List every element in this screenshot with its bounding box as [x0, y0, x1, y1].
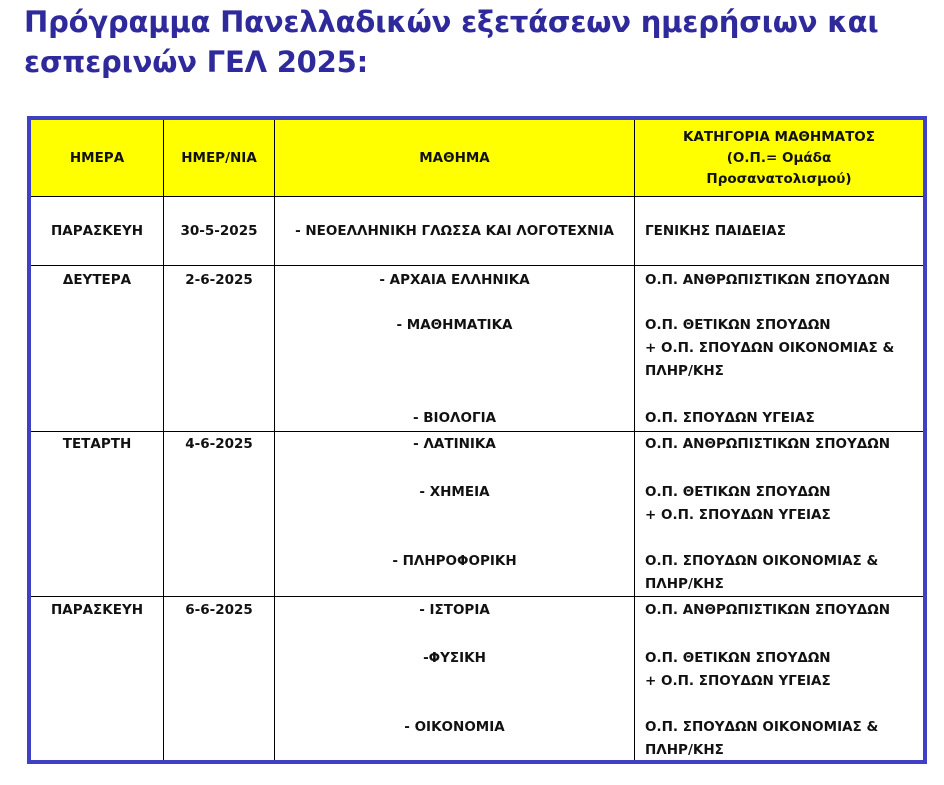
- row-2-subject-1: - ΑΡΧΑΙΑ ΕΛΛΗΝΙΚΑ: [379, 272, 530, 288]
- row-1-category-1: ΓΕΝΙΚΗΣ ΠΑΙΔΕΙΑΣ: [645, 223, 786, 239]
- page-title: [24, 2, 924, 82]
- row-4-subject-1: - ΙΣΤΟΡΙΑ: [419, 602, 490, 618]
- column-divider: [634, 120, 635, 760]
- row-4-subject-2: -ΦΥΣΙΚΗ: [423, 650, 486, 666]
- row-2-category-3: Ο.Π. ΣΠΟΥΔΩΝ ΥΓΕΙΑΣ: [645, 410, 815, 426]
- row-1-subject-1: - ΝΕΟΕΛΛΗΝΙΚΗ ΓΛΩΣΣΑ ΚΑΙ ΛΟΓΟΤΕΧΝΙΑ: [295, 223, 614, 239]
- header-category: [635, 122, 923, 194]
- row-2-date: 2-6-2025: [185, 272, 253, 288]
- row-divider: [31, 265, 923, 266]
- row-divider: [31, 196, 923, 197]
- row-3-subject-3: - ΠΛΗΡΟΦΟΡΙΚΗ: [392, 553, 517, 569]
- row-2-subject-3: - ΒΙΟΛΟΓΙΑ: [412, 410, 497, 426]
- row-4-category-2-line-1: Ο.Π. ΘΕΤΙΚΩΝ ΣΠΟΥΔΩΝ: [645, 650, 831, 666]
- row-2-category-2-line-1: Ο.Π. ΘΕΤΙΚΩΝ ΣΠΟΥΔΩΝ: [645, 317, 831, 333]
- header-subject: ΜΑΘΗΜΑ: [419, 149, 490, 166]
- row-4-day: ΠΑΡΑΣΚΕΥΗ: [50, 602, 144, 618]
- row-3-category-2-line-1: Ο.Π. ΘΕΤΙΚΩΝ ΣΠΟΥΔΩΝ: [645, 484, 831, 500]
- row-2-subject-2: - ΜΑΘΗΜΑΤΙΚΑ: [396, 317, 513, 333]
- header-category-line-3: Προσανατολισμού): [706, 170, 852, 187]
- row-2-category-2-line-2: + Ο.Π. ΣΠΟΥΔΩΝ ΟΙΚΟΝΟΜΙΑΣ &: [645, 340, 895, 356]
- row-2-day: ΔΕΥΤΕΡΑ: [62, 272, 132, 288]
- row-3-category-3-line-2: ΠΛΗΡ/ΚΗΣ: [645, 576, 724, 592]
- row-divider: [31, 431, 923, 432]
- row-2-category-1: Ο.Π. ΑΝΘΡΩΠΙΣΤΙΚΩΝ ΣΠΟΥΔΩΝ: [645, 272, 891, 288]
- row-4-category-3-line-1: Ο.Π. ΣΠΟΥΔΩΝ ΟΙΚΟΝΟΜΙΑΣ &: [645, 719, 879, 735]
- row-4-category-3-line-2: ΠΛΗΡ/ΚΗΣ: [645, 742, 724, 758]
- row-3-day: ΤΕΤΑΡΤΗ: [62, 436, 132, 452]
- row-divider: [31, 596, 923, 597]
- row-4-date: 6-6-2025: [185, 602, 253, 618]
- row-4-category-1: Ο.Π. ΑΝΘΡΩΠΙΣΤΙΚΩΝ ΣΠΟΥΔΩΝ: [645, 602, 891, 618]
- page-title-line-1: Πρόγραμμα Πανελλαδικών εξετάσεων ημερήσιων και: [24, 5, 879, 39]
- header-category-line-2: (Ο.Π.= Ομάδα: [726, 149, 832, 166]
- row-2-category-2-line-3: ΠΛΗΡ/ΚΗΣ: [645, 363, 724, 379]
- row-1-date: 30-5-2025: [180, 223, 258, 239]
- row-4-subject-3: - ΟΙΚΟΝΟΜΙΑ: [404, 719, 505, 735]
- header-day: ΗΜΕΡΑ: [69, 149, 125, 166]
- row-3-date: 4-6-2025: [185, 436, 253, 452]
- row-1-day: ΠΑΡΑΣΚΕΥΗ: [50, 223, 144, 239]
- row-3-category-3-line-1: Ο.Π. ΣΠΟΥΔΩΝ ΟΙΚΟΝΟΜΙΑΣ &: [645, 553, 879, 569]
- page-title-line-2: εσπερινών ΓΕΛ 2025:: [24, 45, 369, 79]
- header-date: ΗΜΕΡ/ΝΙΑ: [181, 149, 257, 166]
- row-3-subject-2: - ΧΗΜΕΙΑ: [419, 484, 490, 500]
- exam-schedule-table: [27, 116, 927, 764]
- row-3-category-1: Ο.Π. ΑΝΘΡΩΠΙΣΤΙΚΩΝ ΣΠΟΥΔΩΝ: [645, 436, 891, 452]
- row-3-category-2-line-2: + Ο.Π. ΣΠΟΥΔΩΝ ΥΓΕΙΑΣ: [645, 507, 831, 523]
- row-4-category-2-line-2: + Ο.Π. ΣΠΟΥΔΩΝ ΥΓΕΙΑΣ: [645, 673, 831, 689]
- row-3-subject-1: - ΛΑΤΙΝΙΚΑ: [413, 436, 496, 452]
- header-category-line-1: ΚΑΤΗΓΟΡΙΑ ΜΑΘΗΜΑΤΟΣ: [682, 128, 875, 145]
